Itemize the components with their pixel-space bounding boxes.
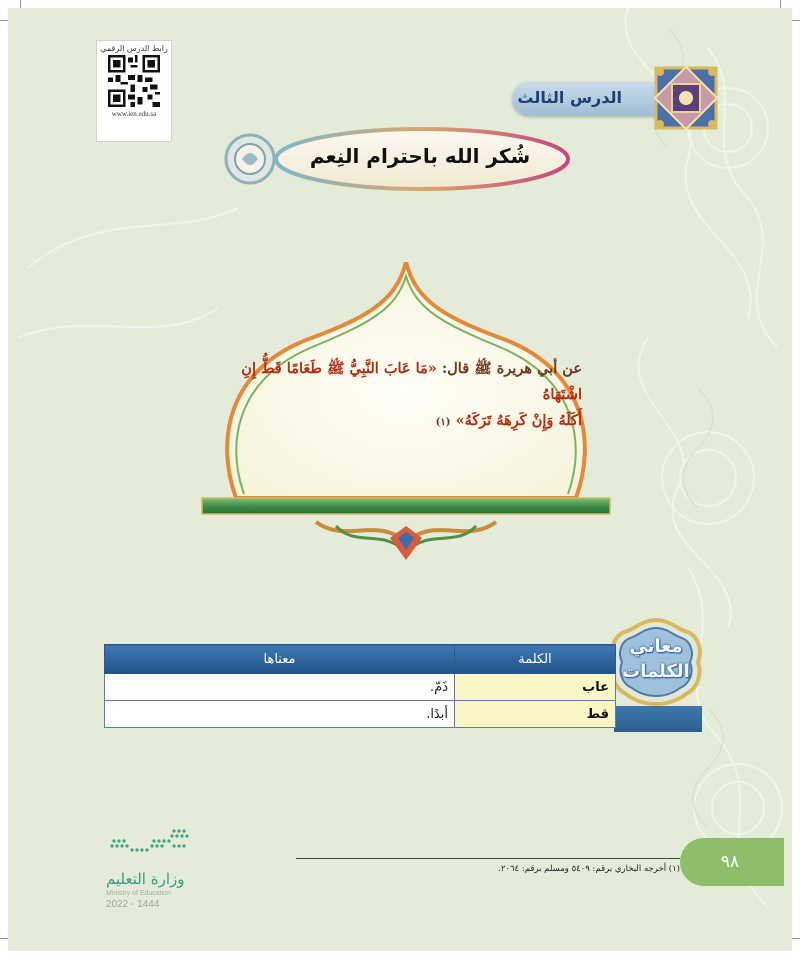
vocabulary-title-line-1: معاني — [629, 636, 683, 657]
column-header-word: الكلمة — [455, 645, 616, 674]
digital-lesson-qr[interactable] — [96, 40, 172, 142]
ministry-name: وزارة التعليم — [106, 870, 185, 888]
column-header-meaning: معناها — [105, 645, 455, 674]
edition-year: 2022 - 1444 — [106, 899, 160, 910]
hadith-line-1 — [232, 356, 582, 408]
vocab-meaning: أبدًا. — [105, 701, 455, 728]
footnote-divider — [296, 858, 680, 859]
vocabulary-table — [104, 644, 616, 728]
footnote-marker: (١) — [435, 417, 451, 428]
lesson-number-label: الدرس الثالث — [517, 88, 622, 107]
hadith-line-2 — [232, 408, 582, 436]
vocabulary-strip — [614, 706, 702, 732]
qr-code-icon — [108, 55, 160, 107]
page-number: ٩٨ — [720, 852, 740, 872]
footnote: (١) أخرجه البخاري برقم: ٥٤٠٩ ومسلم برقم: ٢٠٦٤. — [498, 864, 680, 874]
hadith-quote-1: «مَا عَابَ النَّبِيُّ ﷺ طَعَامًا قَطُّ إِنِ اشْتَهَاهُ — [241, 360, 582, 403]
ministry-logo-icon — [108, 826, 192, 856]
crop-mark — [780, 0, 781, 8]
crop-mark — [20, 0, 21, 8]
vocabulary-title — [614, 634, 698, 684]
lesson-label-tab — [512, 82, 672, 116]
vocab-meaning: ذَمّ. — [105, 674, 455, 701]
table-header-row — [105, 645, 616, 674]
qr-title: رابط الدرس الرقمي — [100, 44, 168, 53]
crop-mark — [0, 938, 8, 939]
table-row — [105, 674, 616, 701]
ministry-english-name: Ministry of Education — [106, 890, 171, 897]
crop-mark — [792, 938, 800, 939]
vocabulary-title-line-2: الكلمات — [622, 661, 690, 682]
vocab-word: قط — [455, 701, 616, 728]
table-row — [105, 701, 616, 728]
hadith-quote-2: أَكَلَهُ وَإِنْ كَرِهَهُ تَرَكَهُ» — [455, 412, 582, 429]
vocab-word: عاب — [455, 674, 616, 701]
lesson-title: شُكر الله باحترام النِعم — [309, 144, 531, 168]
crop-mark — [0, 20, 8, 21]
hadith-text — [232, 356, 582, 436]
crop-mark — [792, 20, 800, 21]
hadith-narrator: عن أبي هريرة ﷺ قال: — [436, 360, 582, 377]
ornament-star-icon — [650, 62, 722, 134]
qr-url: www.ien.edu.sa — [111, 110, 157, 118]
